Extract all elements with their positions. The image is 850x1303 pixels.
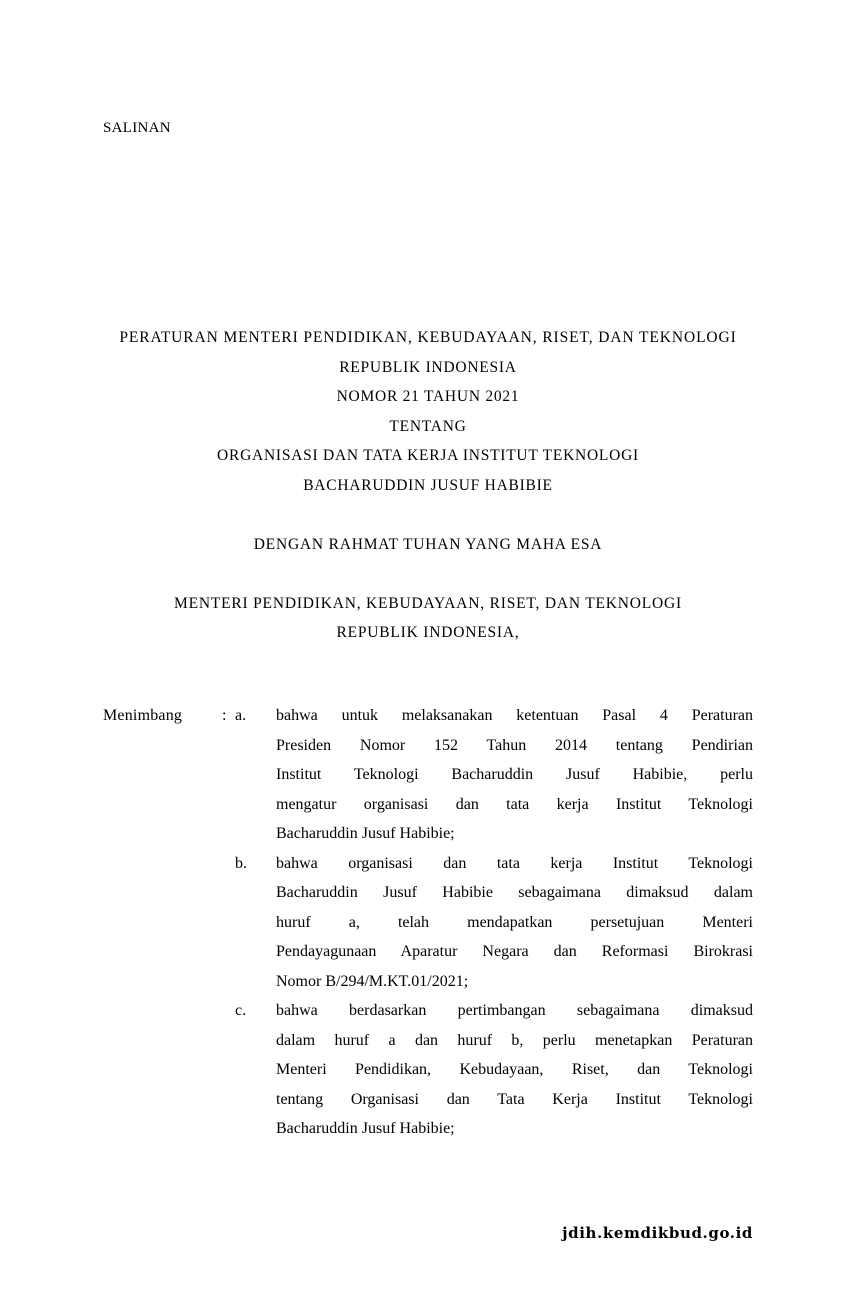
considering-item-b xyxy=(103,849,753,997)
item-text-a xyxy=(276,701,753,849)
item-c-line-4: tentang Organisasi dan Tata Kerja Institut Teknologi xyxy=(276,1090,753,1108)
item-a-line-5: Bacharuddin Jusuf Habibie; xyxy=(276,825,455,842)
item-a-line-4: mengatur organisasi dan tata kerja Institut Teknologi xyxy=(276,795,753,813)
item-text-c xyxy=(276,996,753,1144)
invocation-spacer xyxy=(98,560,758,589)
item-b-line-1: bahwa organisasi dan tata kerja Institut Teknologi xyxy=(276,854,753,872)
title-line-republic: REPUBLIK INDONESIA xyxy=(339,358,517,376)
item-text-b xyxy=(276,849,753,997)
title-line-ministry: PERATURAN MENTERI PENDIDIKAN, KEBUDAYAAN, RISET, DAN TEKNOLOGI xyxy=(119,329,737,346)
considering-label: Menimbang xyxy=(103,707,183,724)
title-line-number: NOMOR 21 TAHUN 2021 xyxy=(336,388,520,405)
item-marker-b: b. xyxy=(235,854,247,872)
blessing-line: DENGAN RAHMAT TUHAN YANG MAHA ESA xyxy=(253,536,603,553)
item-b-line-5: Nomor B/294/M.KT.01/2021; xyxy=(276,972,469,990)
footer-watermark: jdih.kemdikbud.go.id xyxy=(562,1224,753,1242)
considering-item-a xyxy=(103,701,753,849)
item-a-line-2: Presiden Nomor 152 Tahun 2014 tentang Pendirian xyxy=(276,736,753,754)
copy-marker: SALINAN xyxy=(103,120,171,136)
item-c-line-1: bahwa berdasarkan pertimbangan sebagaimana dimaksud xyxy=(276,1002,753,1019)
considering-item-c xyxy=(103,996,753,1144)
title-line-about: TENTANG xyxy=(389,417,467,435)
regulation-title-block xyxy=(98,323,758,500)
item-c-line-2: dalam huruf a dan huruf b, perlu menetapkan Peraturan xyxy=(276,1031,753,1049)
authority-line-2: REPUBLIK INDONESIA, xyxy=(336,624,520,641)
item-marker-a: a. xyxy=(235,707,247,724)
item-a-line-1: bahwa untuk melaksanakan ketentuan Pasal 4 Peraturan xyxy=(276,707,753,724)
item-c-line-5: Bacharuddin Jusuf Habibie; xyxy=(276,1120,455,1137)
item-b-line-4: Pendayagunaan Aparatur Negara dan Reformasi Birokrasi xyxy=(276,943,753,960)
title-line-subject-2: BACHARUDDIN JUSUF HABIBIE xyxy=(303,476,553,494)
item-b-line-2: Bacharuddin Jusuf Habibie sebagaimana dimaksud dalam xyxy=(276,884,753,901)
item-c-line-3: Menteri Pendidikan, Kebudayaan, Riset, dan Teknologi xyxy=(276,1061,753,1078)
considering-colon: : xyxy=(222,707,227,724)
item-a-line-3: Institut Teknologi Bacharuddin Jusuf Habibie, perlu xyxy=(276,766,753,783)
invocation-block xyxy=(98,530,758,648)
item-marker-c: c. xyxy=(235,1002,247,1019)
item-b-line-3: huruf a, telah mendapatkan persetujuan Menteri xyxy=(276,913,753,931)
considering-section xyxy=(103,701,753,1144)
authority-line-1: MENTERI PENDIDIKAN, KEBUDAYAAN, RISET, DAN TEKNOLOGI xyxy=(173,594,682,612)
title-line-subject-1: ORGANISASI DAN TATA KERJA INSTITUT TEKNOLOGI xyxy=(217,447,639,464)
